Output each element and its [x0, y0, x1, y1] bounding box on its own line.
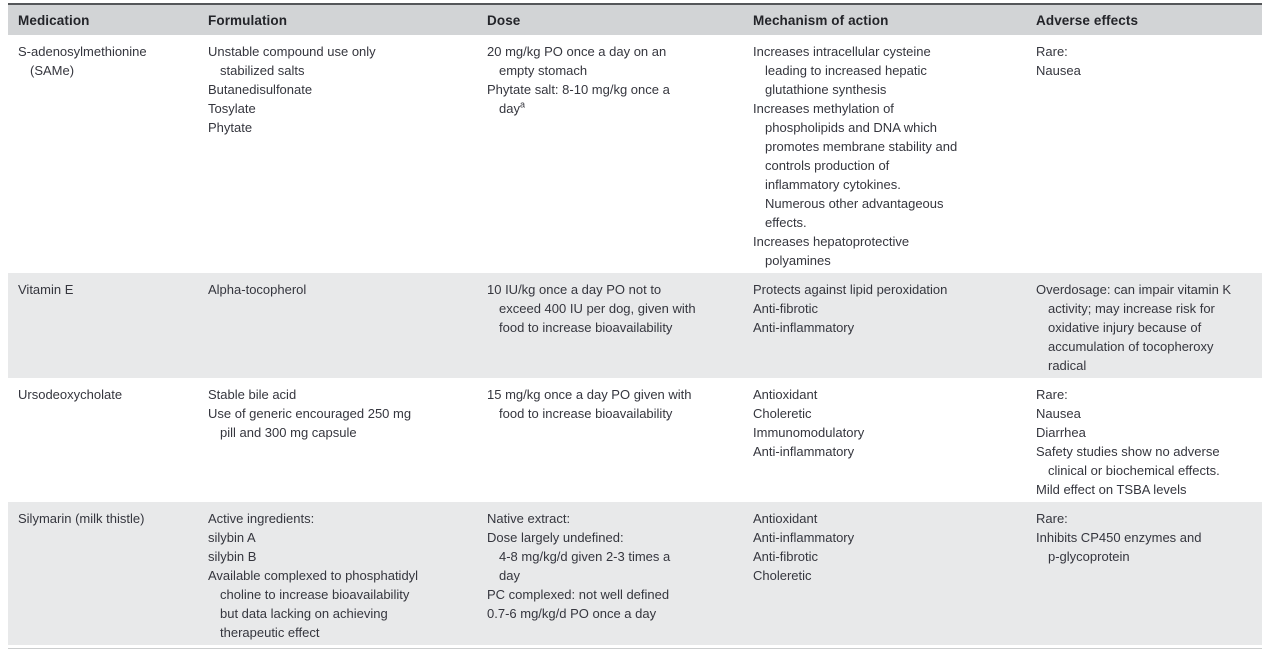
- table-body: [8, 35, 1262, 645]
- table-cell-formulation: [198, 378, 477, 502]
- cell-line: polyamines: [765, 253, 831, 268]
- cell-line: Anti-inflammatory: [753, 530, 855, 545]
- cell-line: Inhibits CP450 enzymes and: [1036, 530, 1202, 545]
- cell-line: Anti-inflammatory: [753, 444, 855, 459]
- cell-line: Nausea: [1036, 406, 1081, 421]
- cell-line: 10 IU/kg once a day PO not to: [487, 282, 662, 297]
- cell-line: leading to increased hepatic: [765, 63, 927, 78]
- table-cell-medication: [8, 502, 198, 645]
- cell-line: but data lacking on achieving: [220, 606, 388, 621]
- table-cell-mechanism: [743, 502, 1026, 645]
- cell-line: 20 mg/kg PO once a day on an: [487, 44, 667, 59]
- cell-line: choline to increase bioavailability: [220, 587, 410, 602]
- cell-line: empty stomach: [499, 63, 588, 78]
- table-cell-formulation: [198, 35, 477, 273]
- table-row: [8, 502, 1262, 645]
- cell-line: stabilized salts: [220, 63, 305, 78]
- table-cell-medication: [8, 35, 198, 273]
- table-cell-mechanism: [743, 35, 1026, 273]
- table-cell-medication: [8, 273, 198, 378]
- cell-line: promotes membrane stability and: [765, 139, 958, 154]
- table-row: [8, 378, 1262, 502]
- cell-line: day$^a$: [499, 99, 525, 116]
- cell-line: Ursodeoxycholate: [18, 387, 123, 402]
- cell-line: S-adenosylmethionine: [18, 44, 147, 59]
- cell-line: Choleretic: [753, 406, 812, 421]
- cell-line: day: [499, 568, 520, 583]
- cell-line: Butanedisulfonate: [208, 82, 313, 97]
- cell-line: Phytate salt: 8-10 mg/kg once a: [487, 82, 670, 97]
- cell-line: Unstable compound use only: [208, 44, 376, 59]
- cell-line: Mild effect on TSBA levels: [1036, 482, 1187, 497]
- cell-line: glutathione synthesis: [765, 82, 887, 97]
- cell-line: Rare:: [1036, 44, 1068, 59]
- cell-line: Overdosage: can impair vitamin K: [1036, 282, 1232, 297]
- cell-line: Increases intracellular cysteine: [753, 44, 931, 59]
- cell-line: Stable bile acid: [208, 387, 297, 402]
- table-cell-mechanism: [743, 378, 1026, 502]
- cell-line: Use of generic encouraged 250 mg: [208, 406, 412, 421]
- cell-line: radical: [1048, 358, 1087, 373]
- cell-line: Anti-fibrotic: [753, 549, 819, 564]
- cell-line: food to increase bioavailability: [499, 320, 673, 335]
- column-header-medication: Medication: [18, 12, 90, 28]
- cell-line: p-glycoprotein: [1048, 549, 1130, 564]
- table-cell-dose: [477, 378, 743, 502]
- cell-line: PC complexed: not well defined: [487, 587, 670, 602]
- cell-line: Silymarin (milk thistle): [18, 511, 145, 526]
- cell-line: Native extract:: [487, 511, 571, 526]
- table-cell-adverse: [1026, 378, 1262, 502]
- cell-line: exceed 400 IU per dog, given with: [499, 301, 696, 316]
- column-header-dose: Dose: [487, 12, 521, 28]
- cell-line: phospholipids and DNA which: [765, 120, 937, 135]
- cell-line: Rare:: [1036, 511, 1068, 526]
- cell-line: oxidative injury because of: [1048, 320, 1202, 335]
- footnote-marker: a: [519, 99, 525, 110]
- table-cell-dose: [477, 35, 743, 273]
- cell-line: clinical or biochemical effects.: [1048, 463, 1220, 478]
- cell-line: Immunomodulatory: [753, 425, 865, 440]
- table-cell-formulation: [198, 273, 477, 378]
- cell-line: Numerous other advantageous: [765, 196, 944, 211]
- cell-line: Vitamin E: [18, 282, 74, 297]
- medication-table: [8, 3, 1262, 649]
- cell-line: silybin A: [208, 530, 256, 545]
- table-row: [8, 273, 1262, 378]
- cell-line: (SAMe): [30, 63, 75, 78]
- table-cell-dose: [477, 502, 743, 645]
- cell-line: therapeutic effect: [220, 625, 320, 640]
- cell-line: Active ingredients:: [208, 511, 315, 526]
- table-cell-adverse: [1026, 273, 1262, 378]
- cell-line: Safety studies show no adverse: [1036, 444, 1220, 459]
- cell-line: Protects against lipid peroxidation: [753, 282, 948, 297]
- cell-line: 15 mg/kg once a day PO given with: [487, 387, 692, 402]
- column-header-mechanism: Mechanism of action: [753, 12, 889, 28]
- cell-line: Diarrhea: [1036, 425, 1086, 440]
- cell-line: Antioxidant: [753, 387, 818, 402]
- table-cell-mechanism: [743, 273, 1026, 378]
- table-cell-adverse: [1026, 502, 1262, 645]
- cell-line: Antioxidant: [753, 511, 818, 526]
- cell-line: Alpha-tocopherol: [208, 282, 307, 297]
- table-cell-formulation: [198, 502, 477, 645]
- column-header-adverse: Adverse effects: [1036, 12, 1139, 28]
- cell-line: 0.7-6 mg/kg/d PO once a day: [487, 606, 657, 621]
- cell-line: food to increase bioavailability: [499, 406, 673, 421]
- cell-line: Anti-fibrotic: [753, 301, 819, 316]
- cell-line: 4-8 mg/kg/d given 2-3 times a: [499, 549, 671, 564]
- cell-line: Nausea: [1036, 63, 1081, 78]
- cell-line: Anti-inflammatory: [753, 320, 855, 335]
- cell-line: Phytate: [208, 120, 253, 135]
- cell-line: effects.: [765, 215, 807, 230]
- cell-line: Increases hepatoprotective: [753, 234, 910, 249]
- cell-line: Dose largely undefined:: [487, 530, 624, 545]
- table-cell-dose: [477, 273, 743, 378]
- cell-line: Increases methylation of: [753, 101, 894, 116]
- table-cell-adverse: [1026, 35, 1262, 273]
- column-header-formulation: Formulation: [208, 12, 288, 28]
- cell-line: Tosylate: [208, 101, 256, 116]
- cell-line: pill and 300 mg capsule: [220, 425, 357, 440]
- cell-line: Choleretic: [753, 568, 812, 583]
- cell-line: silybin B: [208, 549, 257, 564]
- cell-line: Available complexed to phosphatidyl: [208, 568, 419, 583]
- cell-line: activity; may increase risk for: [1048, 301, 1215, 316]
- table-row: [8, 35, 1262, 273]
- table-cell-medication: [8, 378, 198, 502]
- cell-line: accumulation of tocopheroxy: [1048, 339, 1214, 354]
- cell-line: inflammatory cytokines.: [765, 177, 901, 192]
- cell-line: controls production of: [765, 158, 890, 173]
- cell-line: Rare:: [1036, 387, 1068, 402]
- table-header-row: [8, 5, 1262, 35]
